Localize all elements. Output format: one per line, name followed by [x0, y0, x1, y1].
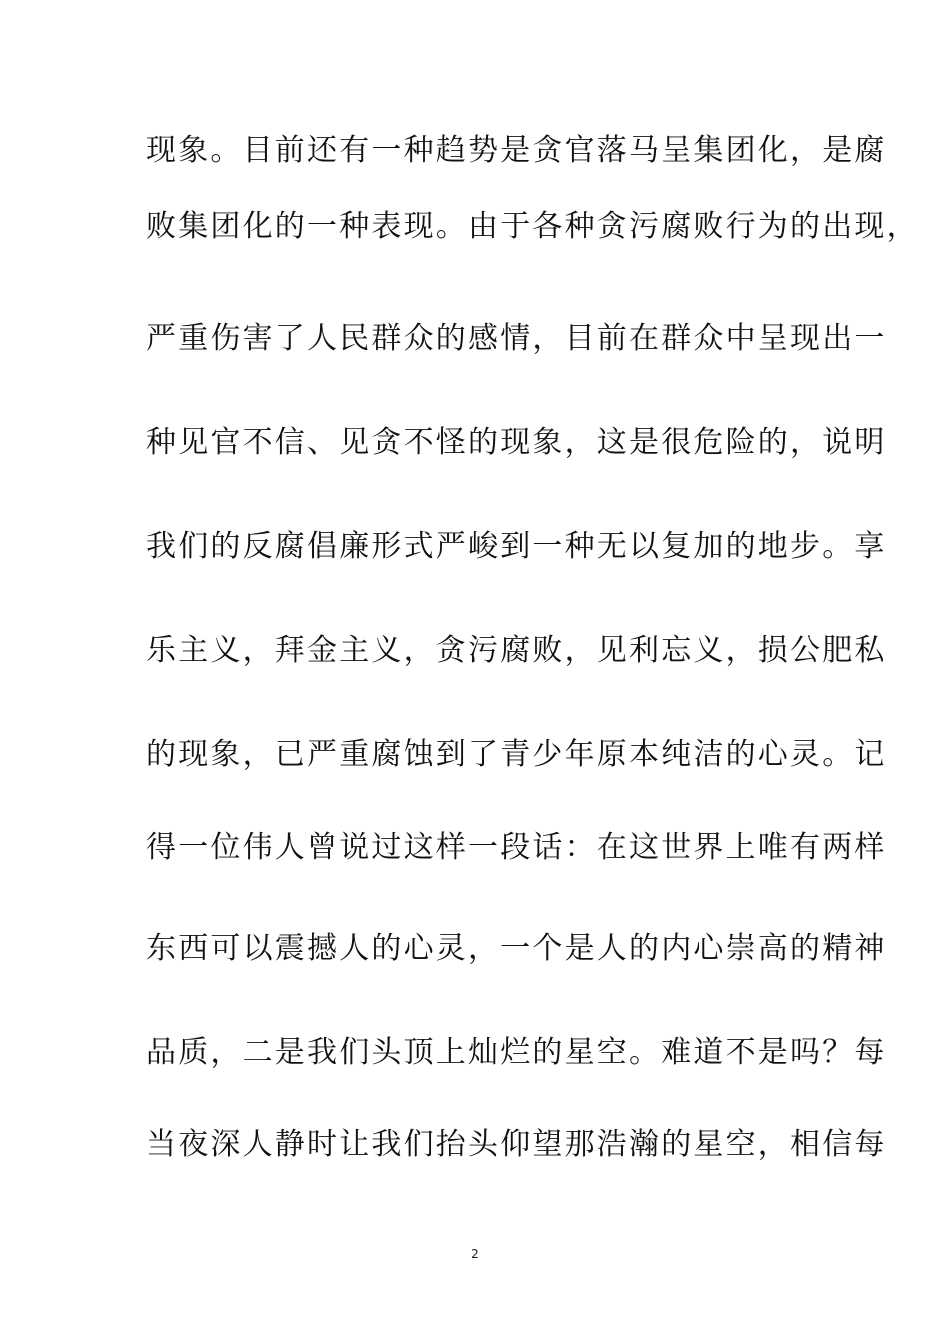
text-line: 严重伤害了人民群众的感情，目前在群众中呈现出一 — [146, 321, 887, 356]
text-line: 我们的反腐倡廉形式严峻到一种无以复加的地步。享 — [146, 529, 887, 564]
text-line: 现象。目前还有一种趋势是贪官落马呈集团化，是腐 — [146, 133, 887, 168]
text-line: 败集团化的一种表现。由于各种贪污腐败行为的出现， — [146, 209, 919, 244]
text-line: 的现象，已严重腐蚀到了青少年原本纯洁的心灵。记 — [146, 737, 887, 772]
text-line: 东西可以震撼人的心灵，一个是人的内心崇高的精神 — [146, 931, 887, 966]
text-line: 品质，二是我们头顶上灿烂的星空。难道不是吗？每 — [146, 1035, 887, 1070]
text-line: 乐主义，拜金主义，贪污腐败，见利忘义，损公肥私 — [146, 633, 887, 668]
text-line: 当夜深人静时让我们抬头仰望那浩瀚的星空，相信每 — [146, 1127, 887, 1162]
page-number: 2 — [471, 1247, 479, 1261]
text-line: 得一位伟人曾说过这样一段话：在这世界上唯有两样 — [146, 830, 887, 865]
text-line: 种见官不信、见贪不怪的现象，这是很危险的，说明 — [146, 425, 887, 460]
